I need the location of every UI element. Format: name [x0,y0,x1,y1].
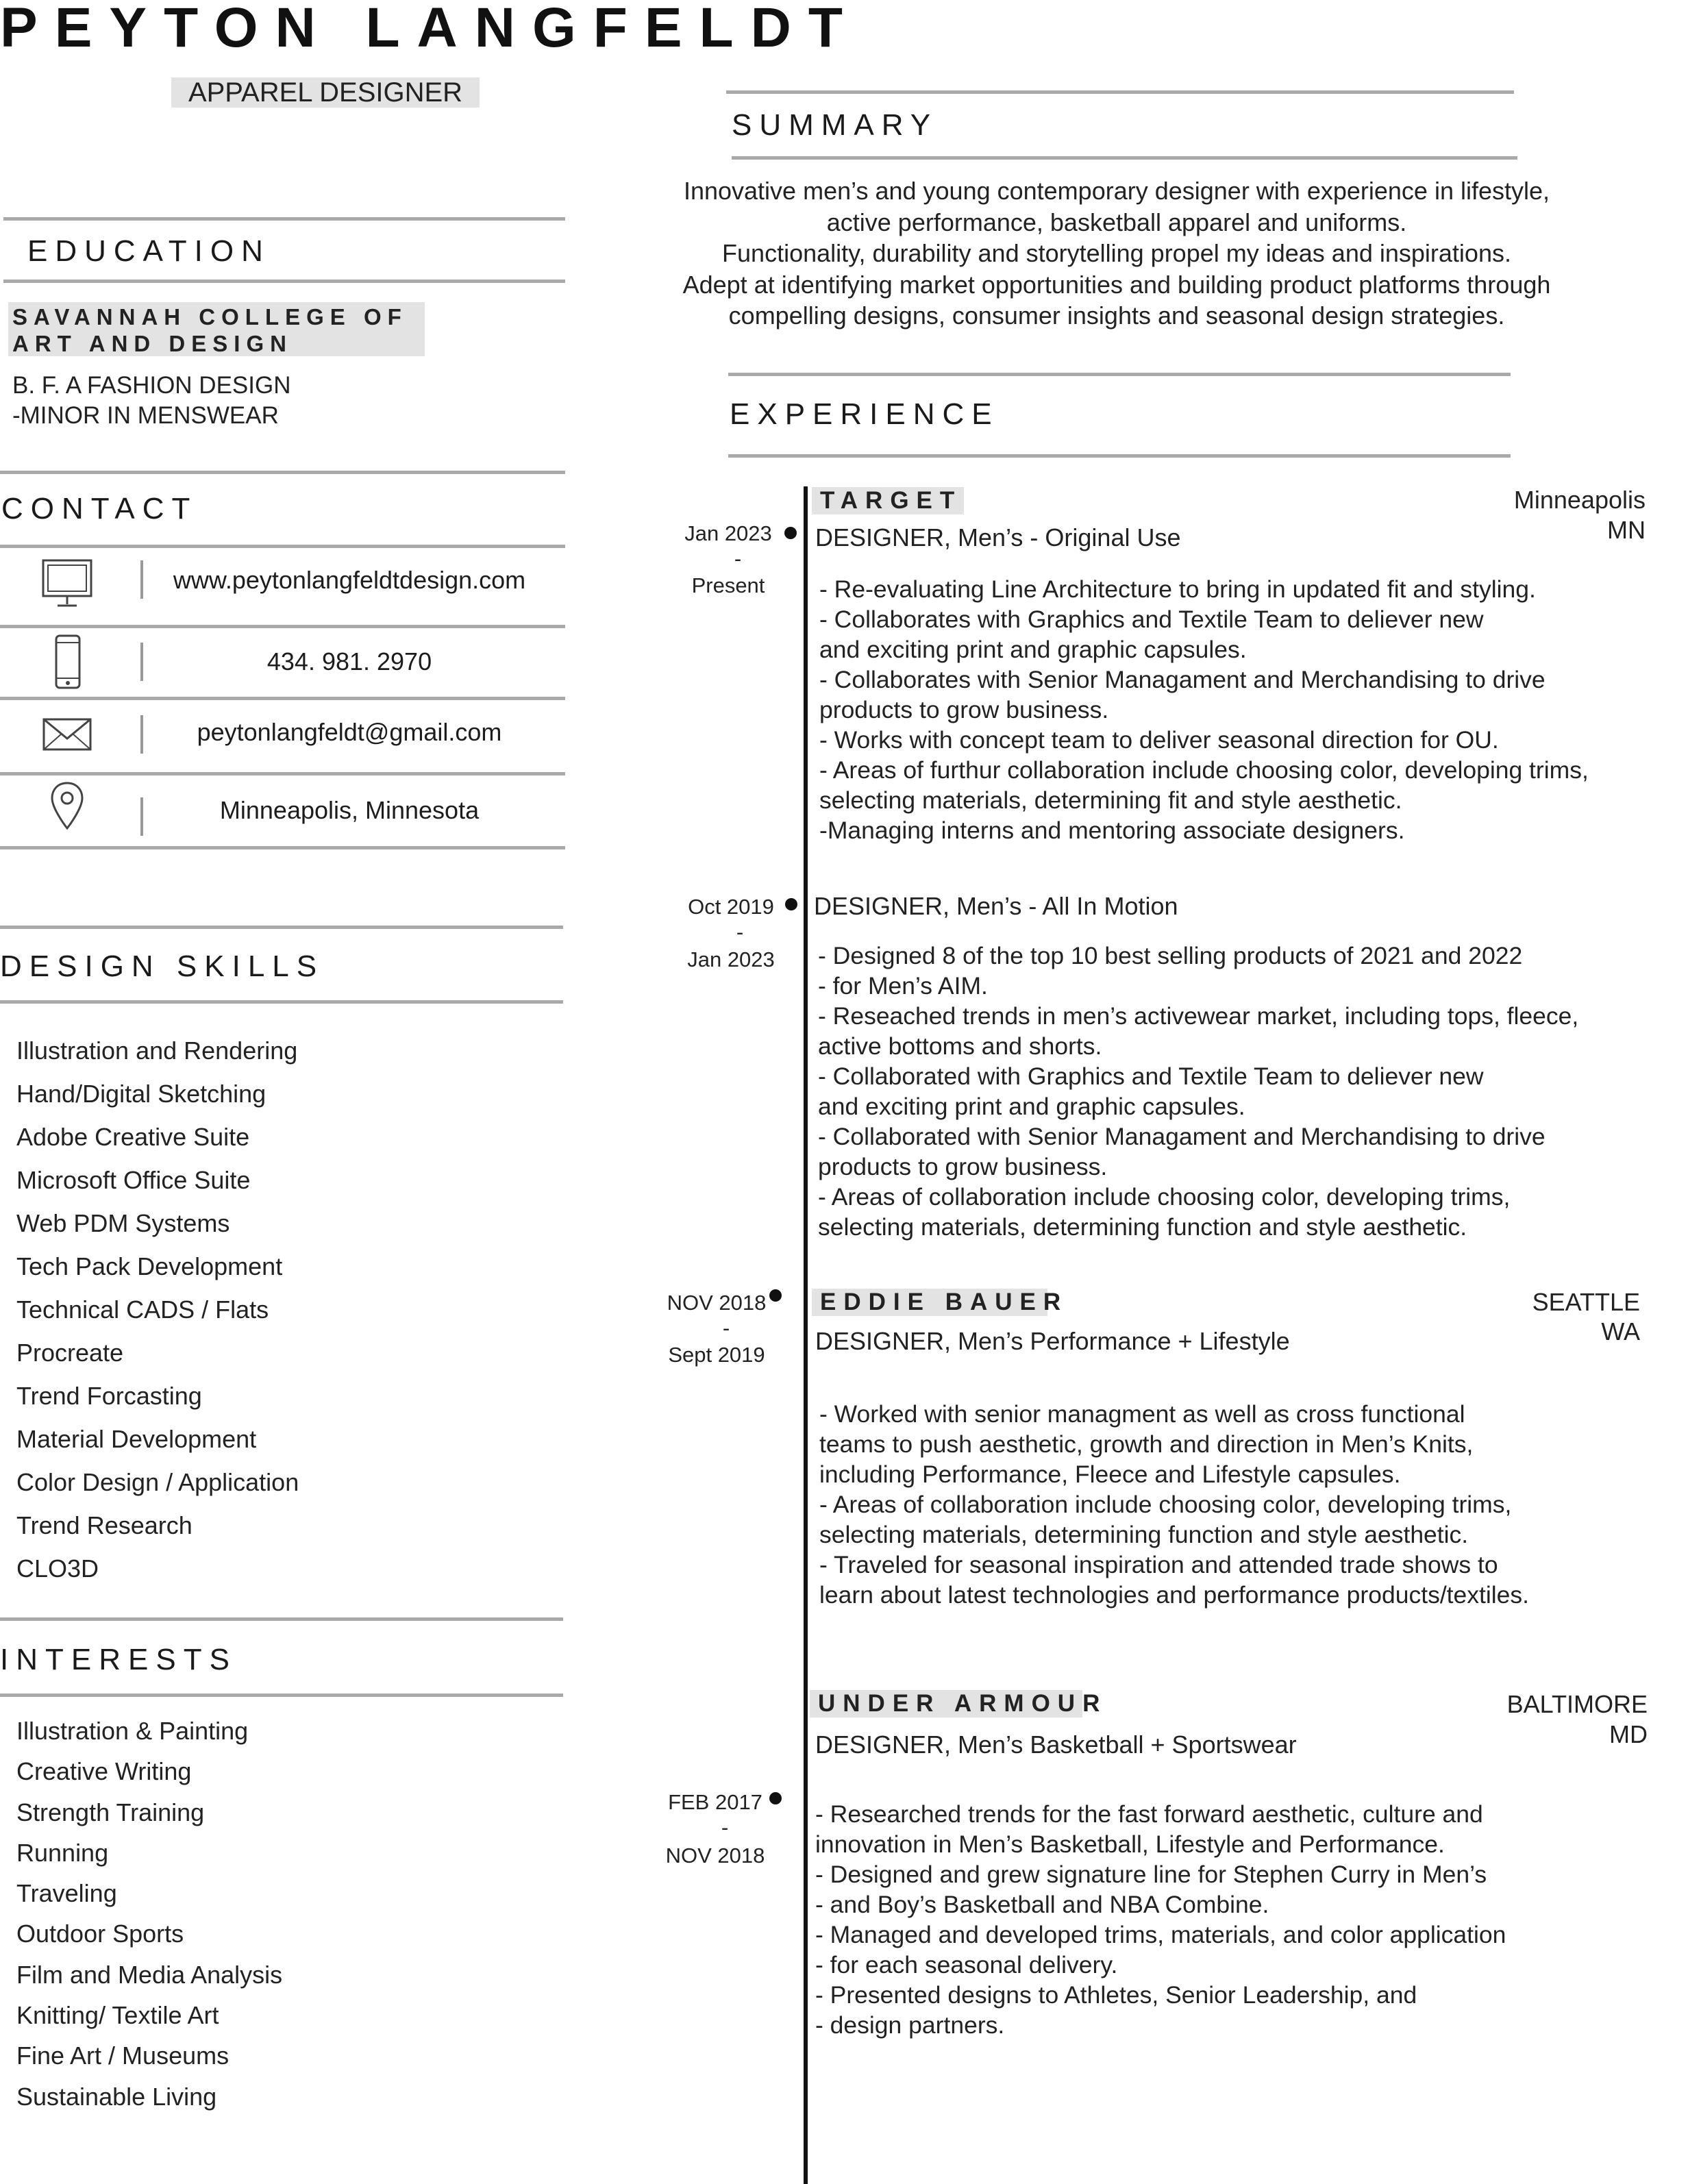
timeline-dot [769,1289,782,1302]
bullet-line: products to grow business. [818,1153,1108,1180]
bullet-line: - Areas of furthur collaboration include choosing color, developing trims, [819,756,1589,784]
interests-top-rule [0,1617,563,1621]
bullet-line: and exciting print and graphic capsules. [818,1093,1245,1120]
skills-list [16,1036,299,1597]
list-item: Trend Forcasting [16,1382,202,1410]
list-item: Illustration and Rendering [16,1037,298,1065]
bullet-line: - Presented designs to Athletes, Senior Leadership, and [815,1981,1417,2009]
list-item: Sustainable Living [16,2082,217,2111]
school-name-line1: SAVANNAH COLLEGE OF [12,304,408,330]
contact-email[interactable]: peytonlangfeldt@gmail.com [197,718,502,746]
summary-line: Functionality, durability and storytelling propel my ideas and inspirations. [722,239,1511,267]
list-item: Strength Training [16,1798,205,1826]
list-item: Fine Art / Museums [16,2042,229,2070]
list-item: Running [16,1838,109,1867]
experience-heading: EXPERIENCE [730,397,1000,431]
bullet-line: - Managed and developed trims, materials, and color application [815,1921,1506,1948]
role-bullets [815,1799,1506,2040]
summary-text [617,175,1617,332]
bullet-line: - and Boy’s Basketball and NBA Combine. [815,1891,1269,1918]
bullet-line: - Collaborates with Senior Managament and Merchandising to drive [819,666,1546,693]
bullet-line: - for Men’s AIM. [818,972,988,1000]
contact-divider [140,560,143,599]
date-separator: - [734,547,742,571]
summary-line: active performance, basketball apparel and uniforms. [826,208,1407,236]
list-item: CLO3D [16,1554,99,1583]
date-start: Oct 2019 [688,895,774,919]
date-start: FEB 2017 [668,1790,762,1814]
contact-phone-row [0,629,565,697]
contact-heading: CONTACT [1,492,198,525]
list-item: Illustration & Painting [16,1717,249,1745]
list-item: Trend Research [16,1511,193,1539]
bullet-line: - Re-evaluating Line Architecture to bring in updated fit and styling. [819,575,1536,603]
contact-website-row [0,549,565,618]
summary-line: compelling designs, consumer insights and seasonal design strategies. [728,301,1505,330]
date-separator: - [736,920,744,944]
bullet-line: selecting materials, determining fit and style aesthetic. [819,786,1402,814]
bullet-line: - Designed 8 of the top 10 best selling products of 2021 and 2022 [818,942,1523,969]
bullet-line: learn about latest technologies and performance products/textiles. [819,1581,1530,1609]
bullet-line: -Managing interns and mentoring associate designers. [819,817,1405,844]
list-item: Film and Media Analysis [16,1960,283,1989]
timeline-dot [769,1792,782,1804]
school-name [8,302,425,356]
contact-divider [140,643,143,681]
bullet-line: - Areas of collaboration include choosing color, developing trims, [819,1491,1512,1518]
contact-divider [140,797,143,836]
map-pin-icon [40,775,95,837]
timeline-dot [784,527,797,539]
experience-top-rule [728,373,1511,376]
bullet-line: - Collaborated with Senior Managament and Merchandising to drive [818,1123,1546,1150]
skills-heading: DESIGN SKILLS [0,950,325,983]
interests-bottom-rule [0,1693,563,1697]
bullet-line: - Traveled for seasonal inspiration and attended trade shows to [819,1551,1498,1578]
summary-bottom-rule [732,156,1517,160]
skills-bottom-rule [0,1000,563,1004]
summary-line: Innovative men’s and young contemporary designer with experience in lifestyle, [683,177,1550,205]
company-location-state: MD [1609,1720,1648,1748]
role-bullets [818,941,1578,1242]
company-location-state: WA [1601,1317,1640,1345]
phone-icon [40,632,95,694]
bullet-line: active bottoms and shorts. [818,1032,1102,1060]
company-location-city: SEATTLE [1532,1288,1640,1316]
date-end: Present [691,573,765,597]
bullet-line: - Worked with senior managment as well as cross functional [819,1400,1465,1428]
date-end: Sept 2019 [668,1343,765,1367]
school-name-line2: ART AND DESIGN [12,331,293,356]
bullet-line: selecting materials, determining function and style aesthetic. [818,1213,1467,1241]
date-separator: - [722,1316,730,1340]
date-start: NOV 2018 [667,1291,767,1315]
list-item: Microsoft Office Suite [16,1166,251,1194]
list-item: Procreate [16,1339,124,1367]
monitor-icon [40,553,95,615]
contact-rule-5 [0,846,565,849]
role-title: DESIGNER, Men’s - All In Motion [814,892,1178,920]
contact-location: Minneapolis, Minnesota [219,796,480,824]
contact-email-row [0,700,565,769]
resume-name: PEYTON LANGFELDT [0,0,860,59]
role-title: DESIGNER, Men’s Basketball + Sportswear [815,1730,1297,1759]
bullet-line: teams to push aesthetic, growth and direction in Men’s Knits, [819,1430,1474,1458]
date-separator: - [721,1815,729,1839]
bullet-line: - Reseached trends in men’s activewear market, including tops, fleece, [818,1002,1579,1030]
bullet-line: innovation in Men’s Basketball, Lifestyle and Performance. [815,1831,1445,1858]
bullet-line: - design partners. [815,2011,1005,2039]
contact-rule-1 [0,545,565,548]
role-title: DESIGNER, Men’s - Original Use [815,523,1181,551]
role-title: DESIGNER, Men’s Performance + Lifestyle [815,1327,1290,1355]
list-item: Tech Pack Development [16,1252,283,1280]
timeline-line [804,486,808,2184]
date-start: Jan 2023 [684,521,772,545]
company-target: TARGET [812,487,964,514]
date-end: Jan 2023 [687,947,775,971]
summary-top-rule [726,90,1514,94]
list-item: Material Development [16,1425,257,1453]
list-item: Color Design / Application [16,1468,299,1496]
education-heading: EDUCATION [27,234,271,268]
summary-heading: SUMMARY [732,108,939,142]
skills-top-rule [0,926,563,929]
contact-rule-2 [0,625,565,628]
job-title: APPAREL DESIGNER [171,77,480,108]
role-bullets [819,574,1589,845]
list-item: Creative Writing [16,1757,192,1786]
list-item: Adobe Creative Suite [16,1123,250,1151]
bullet-line: selecting materials, determining function and style aesthetic. [819,1521,1469,1548]
list-item: Technical CADS / Flats [16,1295,269,1324]
company-location-state: MN [1607,516,1646,544]
list-item: Traveling [16,1879,117,1908]
contact-location-row [0,775,565,844]
timeline-dot [785,898,797,910]
contact-phone[interactable]: 434. 981. 2970 [266,647,432,675]
date-end: NOV 2018 [665,1844,765,1867]
list-item: Outdoor Sports [16,1920,184,1948]
minor: -MINOR IN MENSWEAR [12,402,279,429]
bullet-line: - Collaborates with Graphics and Textile Team to deliever new [819,606,1484,633]
bullet-line: - Works with concept team to deliver seasonal direction for OU. [819,726,1499,754]
bullet-line: - for each seasonal delivery. [815,1951,1118,1978]
experience-bottom-rule [728,454,1511,458]
list-item: Web PDM Systems [16,1209,230,1237]
bullet-line: - Designed and grew signature line for Stephen Curry in Men’s [815,1861,1487,1888]
summary-line: Adept at identifying market opportunities and building product platforms through [682,270,1551,299]
interests-heading: INTERESTS [0,1643,237,1676]
company-location-city: BALTIMORE [1506,1690,1648,1718]
list-item: Hand/Digital Sketching [16,1080,266,1108]
bullet-line: - Collaborated with Graphics and Textile Team to deliever new [818,1063,1484,1090]
role-bullets [819,1399,1529,1610]
degree: B. F. A FASHION DESIGN [12,372,291,399]
interests-list [16,1716,282,2122]
contact-top-rule [0,471,565,474]
bullet-line: and exciting print and graphic capsules. [819,636,1247,663]
bullet-line: products to grow business. [819,696,1109,723]
bullet-line: - Researched trends for the fast forward aesthetic, culture and [815,1800,1483,1828]
bullet-line: - Areas of collaboration include choosing color, developing trims, [818,1183,1511,1211]
education-bottom-rule [3,280,565,283]
contact-website[interactable]: www.peytonlangfeldtdesign.com [173,566,526,594]
list-item: Knitting/ Textile Art [16,2001,219,2030]
envelope-icon [40,702,95,764]
education-top-rule [3,217,565,221]
company-location-city: Minneapolis [1513,486,1646,514]
contact-divider [140,715,143,754]
bullet-line: including Performance, Fleece and Lifestyle capsules. [819,1461,1401,1488]
company-eddie-bauer: EDDIE BAUER [812,1289,1047,1316]
company-under-armour: UNDER ARMOUR [810,1690,1082,1717]
